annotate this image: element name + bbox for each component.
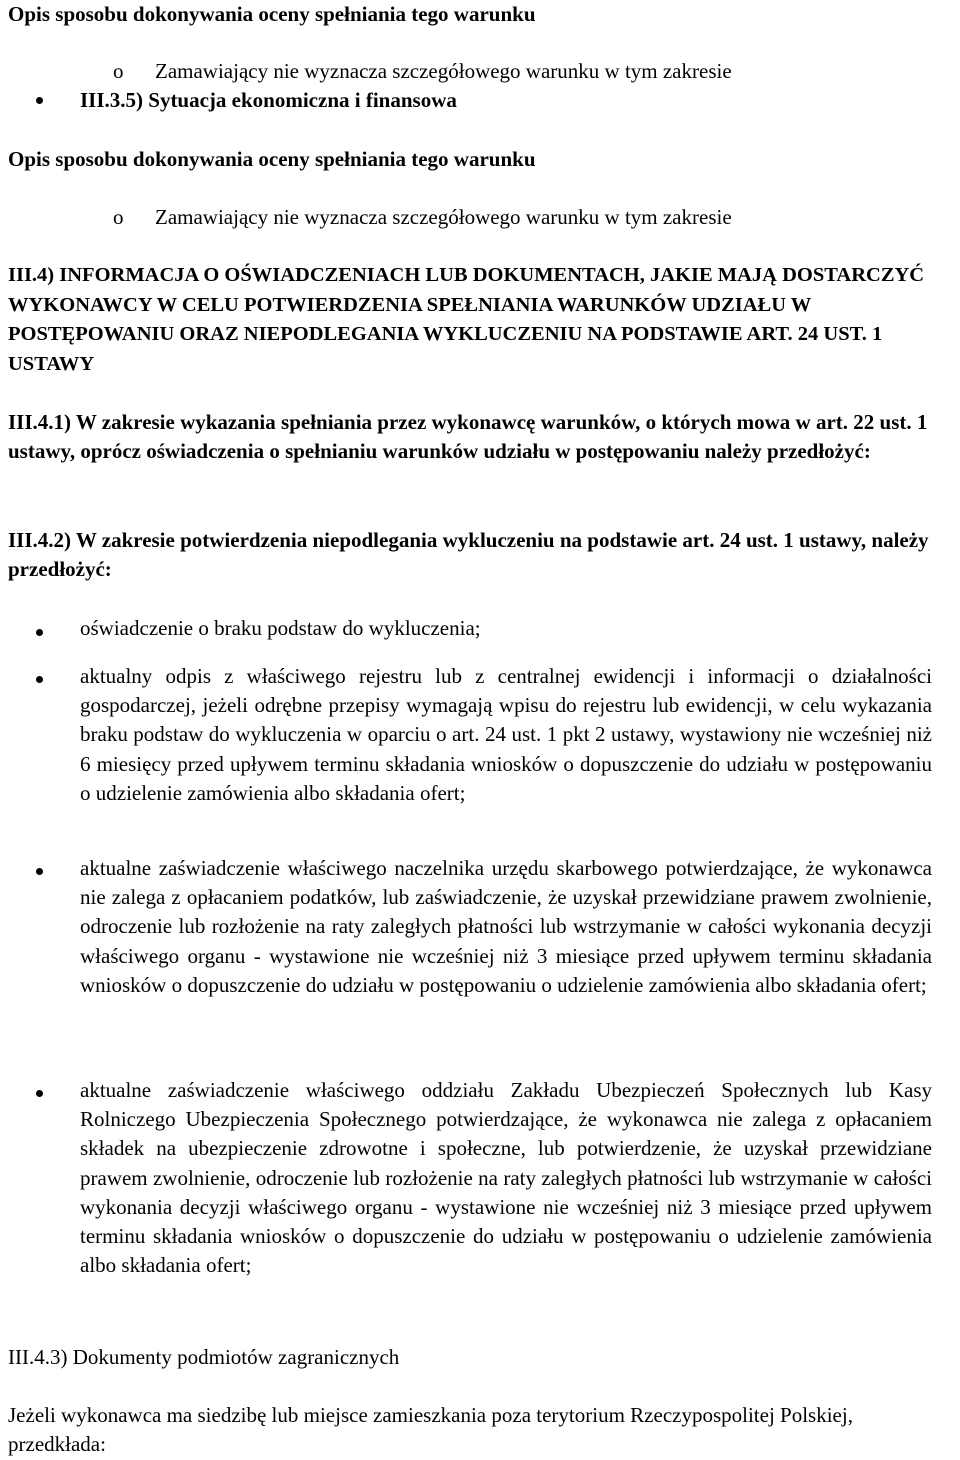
subsection-heading: III.4.2) W zakresie potwierdzenia niepodlegania wykluczeniu na podstawie art. 24 ust. 1 ustawy, należy przedłożyć: <box>8 528 929 582</box>
list-marker: o <box>113 205 124 229</box>
subsection-heading: III.4.3) Dokumenty podmiotów zagranicznych <box>8 1345 400 1369</box>
list-marker: o <box>113 59 124 83</box>
list-item: aktualne zaświadczenie właściwego oddziału Zakładu Ubezpieczeń Społecznych lub Kasy Rolniczego Ubezpieczenia Społecznego potwierdzające, że wykonawca nie zalega z opłacaniem składek na ubezpieczenie zdrowotne i społeczne, lub potwierdzenie, że uzyskał przewidziane prawem zwolnienie, odroczenie lub rozłożenie na raty zaległych płatności lub wstrzymanie w całości wykonania decyzji właściwego organu - wystawione nie wcześniej niż 3 miesiące przed upływem terminu składania wniosków o dopuszczenie do udziału w postępowaniu o udzielenie zamówienia albo składania ofert; <box>80 1078 932 1278</box>
paragraph: Jeżeli wykonawca ma siedzibę lub miejsce zamieszkania poza terytorium Rzeczypospolitej Polskiej, przedkłada: <box>8 1403 853 1457</box>
list-item: Zamawiający nie wyznacza szczegółowego warunku w tym zakresie <box>155 205 732 229</box>
list-item: aktualny odpis z właściwego rejestru lub z centralnej ewidencji i informacji o działalności gospodarczej, jeżeli odrębne przepisy wymagają wpisu do rejestru lub ewidencji, w celu wykazania braku podstaw do wykluczenia w oparciu o art. 24 ust. 1 pkt 2 ustawy, wystawiony nie wcześniej niż 6 miesięcy przed upływem terminu składania wniosków o dopuszczenie do udziału w postępowaniu o udzielenie zamówienia albo składania ofert; <box>80 664 932 805</box>
section-heading: III.3.5) Sytuacja ekonomiczna i finansowa <box>80 88 457 112</box>
bullet-icon <box>36 629 43 636</box>
bullet-icon <box>36 1090 43 1097</box>
bullet-icon <box>36 868 43 875</box>
section-title: Opis sposobu dokonywania oceny spełniania tego warunku <box>8 2 536 26</box>
bullet-icon <box>36 97 43 104</box>
list-item: aktualne zaświadczenie właściwego naczelnika urzędu skarbowego potwierdzające, że wykonawca nie zalega z opłacaniem podatków, lub zaświadczenie, że uzyskał przewidziane prawem zwolnienie, odroczenie lub rozłożenie na raty zaległych płatności lub wstrzymanie w całości wykonania decyzji właściwego organu - wystawione nie wcześniej niż 3 miesiące przed upływem terminu składania wniosków o dopuszczenie do udziału w postępowaniu o udzielenie zamówienia albo składania ofert; <box>80 856 932 997</box>
section-heading: III.4) INFORMACJA O OŚWIADCZENIACH LUB DOKUMENTACH, JAKIE MAJĄ DOSTARCZYĆ WYKONAWCY W CELU POTWIERDZENIA SPEŁNIANIA WARUNKÓW UDZIAŁU W POSTĘPOWANIU ORAZ NIEPODLEGANIA WYKLUCZENIU NA PODSTAWIE ART. 24 UST. 1 USTAWY <box>8 264 925 375</box>
list-item: oświadczenie o braku podstaw do wykluczenia; <box>80 616 481 640</box>
subsection-heading: III.4.1) W zakresie wykazania spełniania przez wykonawcę warunków, o których mowa w art. 22 ust. 1 ustawy, oprócz oświadczenia o spełnianiu warunków udziału w postępowaniu należy przedłożyć: <box>8 410 928 464</box>
section-title: Opis sposobu dokonywania oceny spełniania tego warunku <box>8 147 536 171</box>
list-item: Zamawiający nie wyznacza szczegółowego warunku w tym zakresie <box>155 59 732 83</box>
bullet-icon <box>36 676 43 683</box>
